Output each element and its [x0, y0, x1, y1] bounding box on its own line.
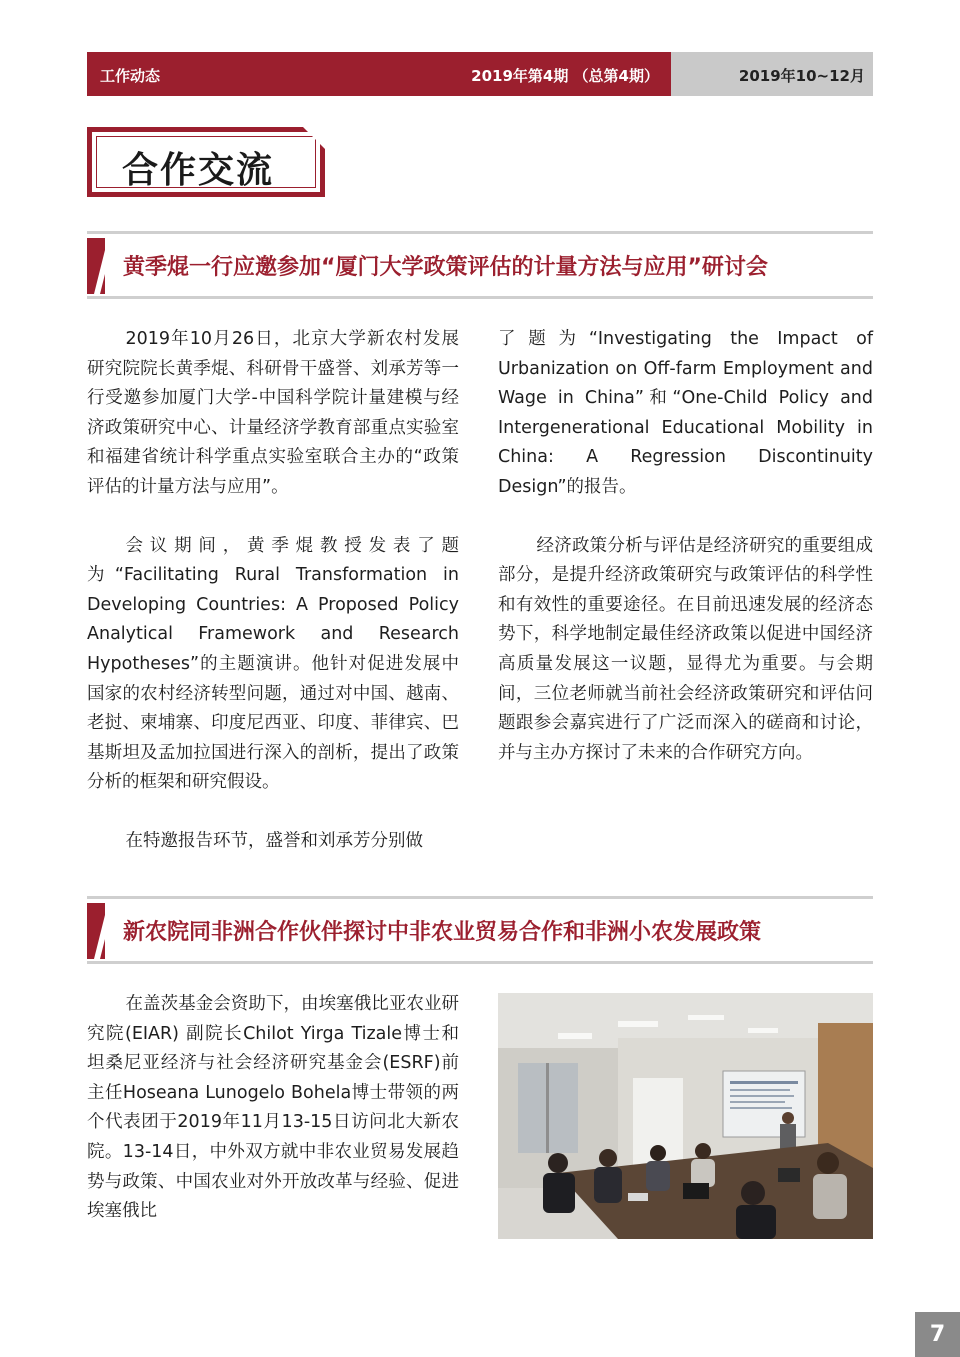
section-title: 合作交流	[122, 150, 275, 191]
paragraph: 2019年10月26日，北京大学新农村发展研究院院长黄季焜、科研骨干盛誉、刘承芳等一行受邀参加厦门大学-中国科学院计量建模与经济政策研究中心、计量经济学教育部重点实验室和福建省统计科学重点实验室联合主办的“政策评估的计量方法与应用”。	[87, 329, 459, 497]
paragraph: 经济政策分析与评估是经济研究的重要组成部分，是提升经济政策研究与政策评估的科学性和有效性的重要途径。在目前迅速发展的经济态势下，科学地制定最佳经济政策以促进中国经济高质量发展这一议题，显得尤为重要。与会期间，三位老师就当前社会经济政策研究和评估问题跟参会嘉宾进行了广泛而深入的磋商和讨论，并与主办方探讨了未来的合作研究方向。	[498, 535, 873, 763]
article-left-column	[87, 990, 459, 1227]
header-section-label: 工作动态	[100, 67, 161, 85]
article-title: 新农院同非洲合作伙伴探讨中非农业贸易合作和非洲小农发展政策	[123, 920, 762, 945]
paragraph: 在盖茨基金会资助下，由埃塞俄比亚农业研究院(EIAR) 副院长Chilot Yirga Tizale博士和坦桑尼亚经济与社会经济研究基金会(ESRF)前主任Hoseana Lunogelo Bohela博士带领的两个代表团于2019年11月13-15日访问北大新农院。13-14日，中外双方就中非农业贸易发展趋势与政策、中国农业对外开放改革与经验、促进埃塞俄比	[87, 994, 459, 1222]
meeting-photo-illustration	[498, 993, 873, 1239]
meeting-photo	[498, 993, 873, 1239]
paragraph-continued: 了题为“Investigating the Impact of Urbanization on Off-farm Employment and Wage in China”和“One-Child Policy and Intergenerational Educational Mobility in China: A Regression Discontinuity Design”的报告。	[498, 329, 873, 497]
header-bar	[87, 52, 671, 96]
article-header	[87, 896, 873, 964]
header-period-label: 2019年10~12月	[738, 67, 865, 85]
header-period-box	[671, 52, 873, 96]
article-right-column	[498, 325, 873, 768]
header-issue-label: 2019年第4期 （总第4期）	[471, 67, 659, 85]
article-title: 黄季焜一行应邀参加“厦门大学政策评估的计量方法与应用”研讨会	[123, 255, 768, 280]
article-header	[87, 231, 873, 299]
folded-corner	[302, 126, 326, 150]
paragraph: 会议期间，黄季焜教授发表了题为“Facilitating Rural Transformation in Developing Countries: A Proposed Policy Analytical Framework and Research Hypotheses”的主题演讲。他针对促进发展中国家的农村经济转型问题，通过对中国、越南、老挝、柬埔寨、印度尼西亚、印度、菲律宾、巴基斯坦及孟加拉国进行深入的剖析，提出了政策分析的框架和研究假设。	[87, 535, 459, 793]
paragraph: 在特邀报告环节，盛誉和刘承芳分别做	[125, 830, 423, 851]
section-title-box	[87, 127, 325, 197]
article-left-column	[87, 325, 459, 857]
page-number: 7	[915, 1312, 960, 1357]
